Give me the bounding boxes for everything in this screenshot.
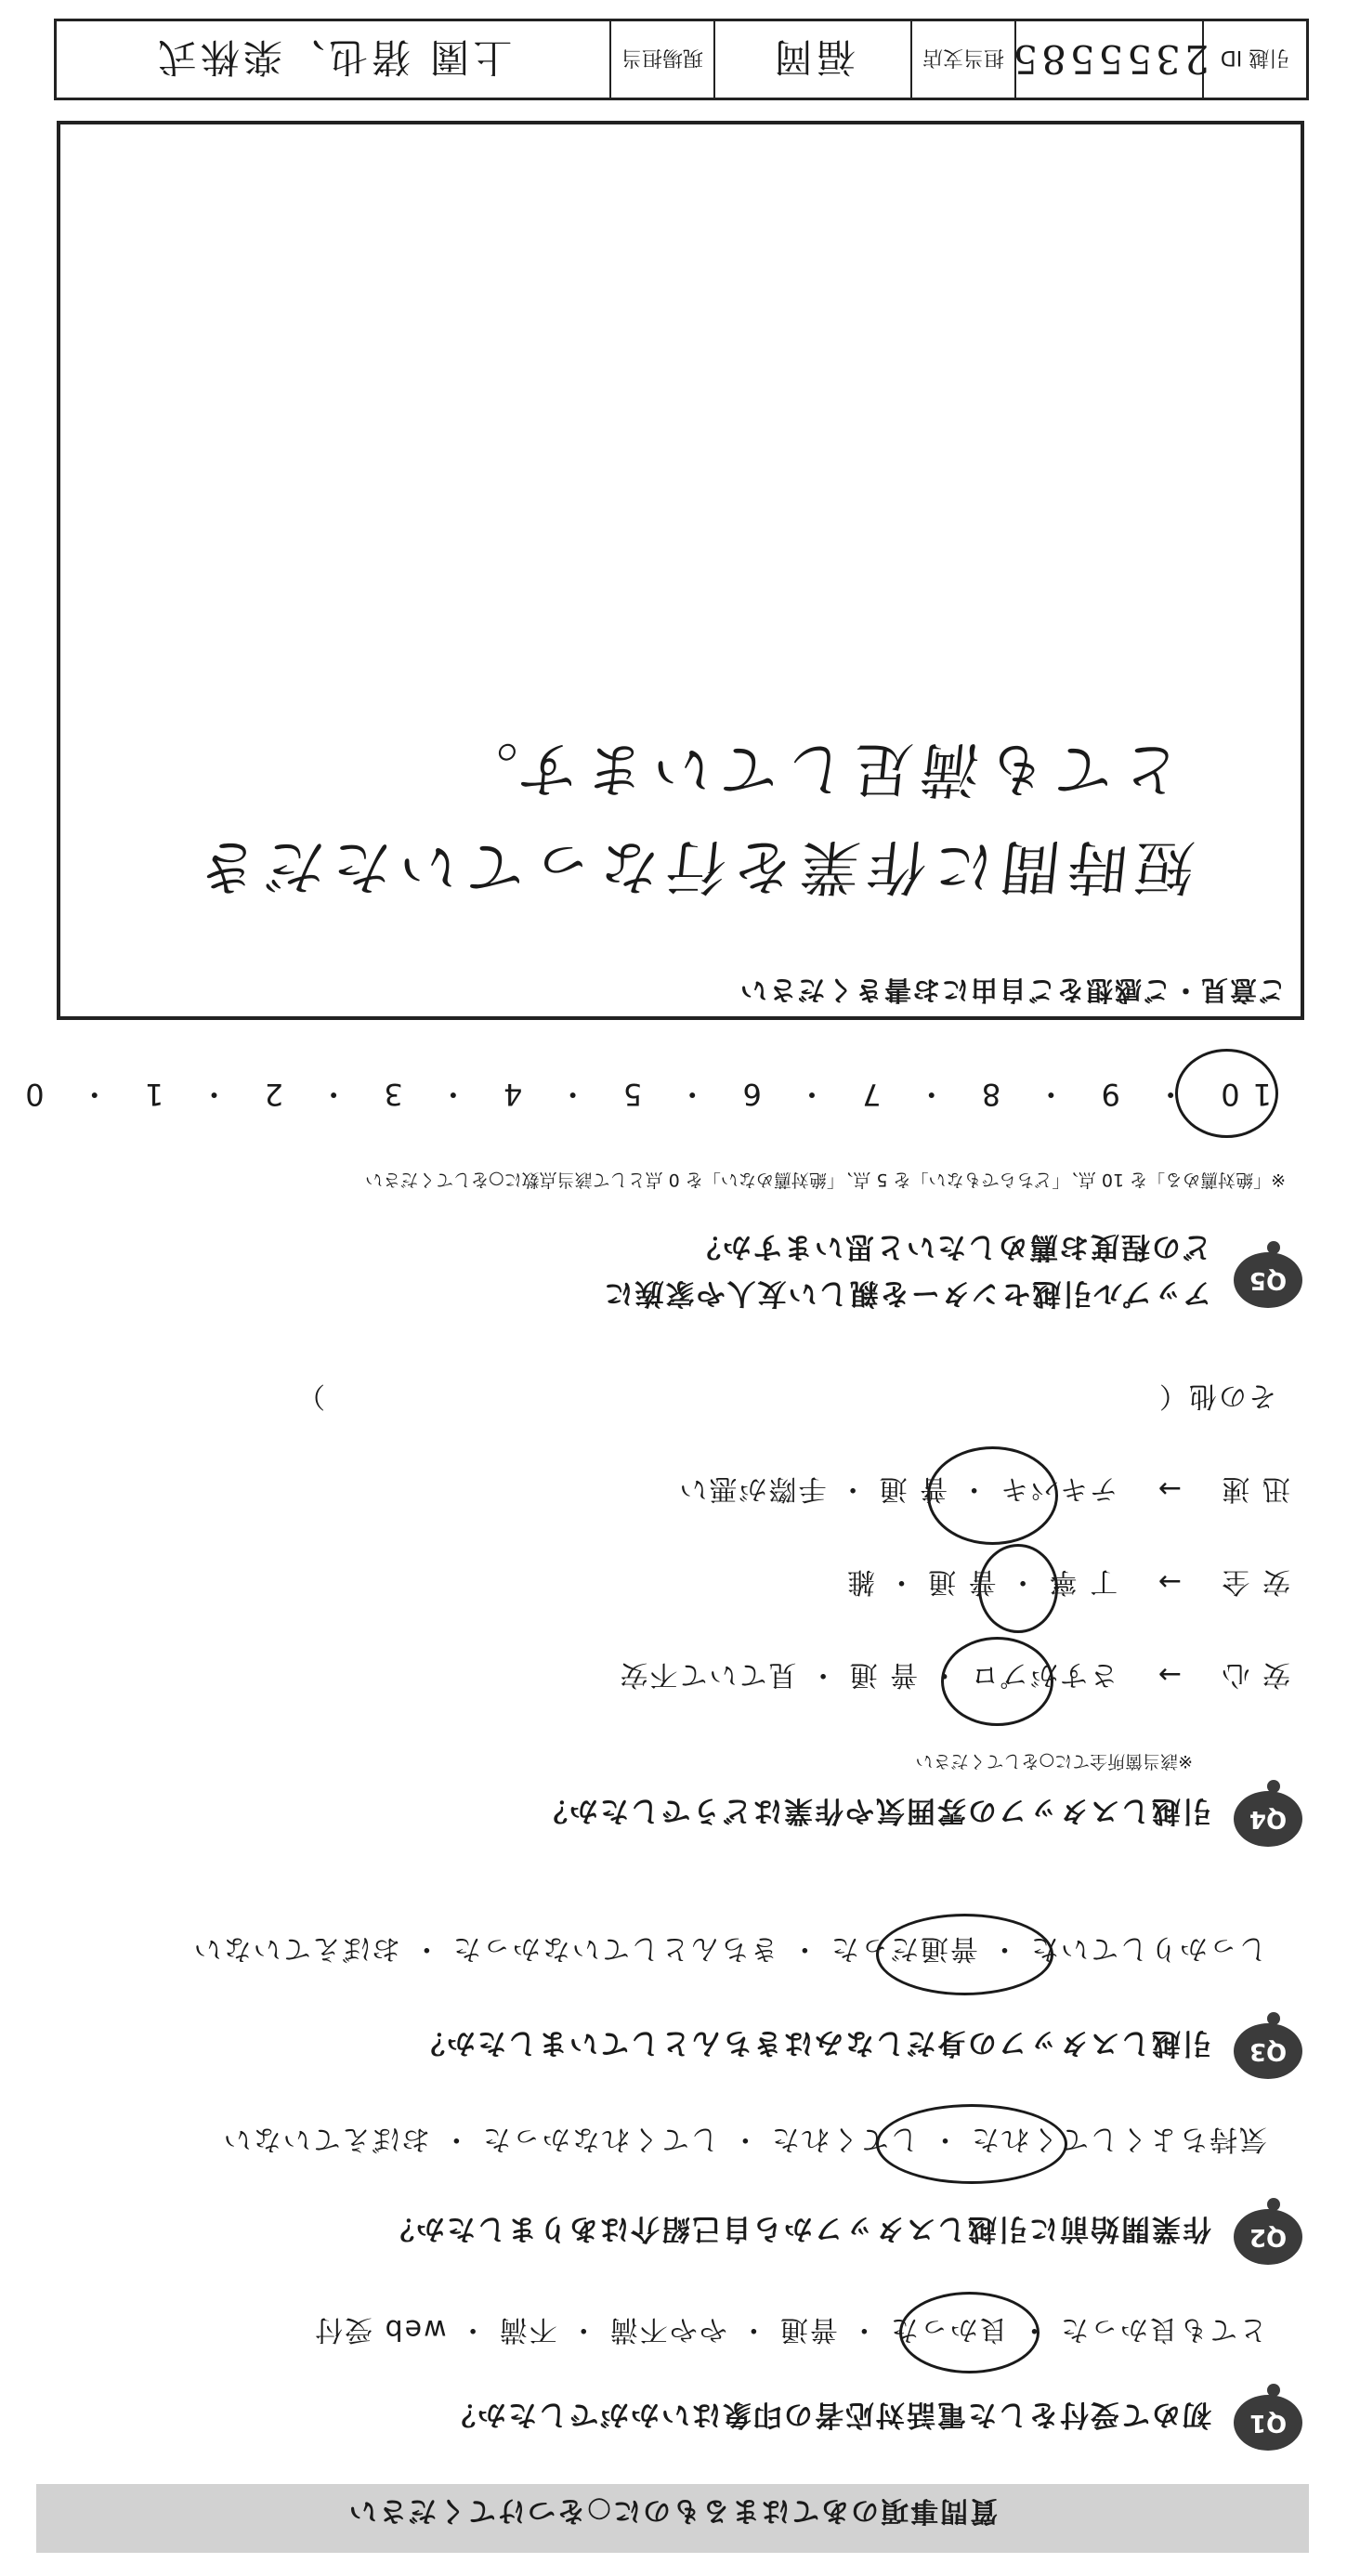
q4-note: ※該当箇所全てに○をしてください <box>915 1751 1193 1772</box>
q5-scale: 10 ・ 9 ・ 8 ・ 7 ・ 6 ・ 5 ・ 4 ・ 3 ・ 2 ・ 1 ・ 0 <box>12 1077 1272 1112</box>
q2-selected-circle <box>876 2104 1067 2184</box>
q4-anshin-selected-circle <box>941 1637 1053 1726</box>
q4-row-label: 安 全 <box>1220 1565 1290 1598</box>
arrow-icon: → <box>1156 1565 1182 1598</box>
instruction-banner <box>36 2484 1309 2553</box>
q4-anzen-selected-circle <box>978 1544 1058 1633</box>
q4-badge: Q4 <box>1234 1791 1302 1847</box>
staff-label: 現場担当 <box>609 21 713 98</box>
q5-badge: Q5 <box>1234 1252 1302 1308</box>
q2-question: 作業開始前に引越しスタッフから自己紹介はありましたか？ <box>384 2212 1211 2245</box>
q4-row-anzen <box>845 1564 1290 1605</box>
branch-label: 担当支店 <box>910 21 1014 98</box>
q3-selected-circle <box>876 1914 1053 1995</box>
q3-question: 引越しスタッフの身だしなみはきちんとしていましたか？ <box>414 2026 1211 2059</box>
q1-selected-circle <box>899 2292 1040 2373</box>
q4-other: その他（ ） <box>295 1380 1276 1412</box>
q1-options: とても良かった ・ 良かった ・ 普通 ・ やや不満 ・ 不満 ・ web 受付 <box>313 2313 1267 2346</box>
id-table <box>54 19 1309 100</box>
q5-selected-circle <box>1175 1049 1278 1138</box>
handwritten-comment-line1: 短時間に作業を行なっていただき <box>187 831 1198 900</box>
q1-badge: Q1 <box>1234 2395 1302 2451</box>
staff-value: 上園 猪也、楽株式 <box>153 34 513 80</box>
q4-row-label: 迅 速 <box>1220 1472 1290 1505</box>
q4-jinsoku-selected-circle <box>927 1446 1058 1545</box>
q4-row-options: テキパキ ・ 普 通 ・ 手際が悪い <box>677 1472 1118 1505</box>
arrow-icon: → <box>1156 1472 1182 1505</box>
q2-options: 気持ちよくしてくれた ・ してくれた ・ してくれなかった ・ おぼえていない <box>221 2123 1267 2155</box>
branch-value: 福岡 <box>713 21 910 98</box>
q4-row-options: さすがプロ ・ 普 通 ・ 見ていて不安 <box>618 1658 1118 1691</box>
move-id-value: 2355585 <box>1014 21 1202 98</box>
q4-row-options: 丁 寧 ・ 普 通 ・ 雑 <box>845 1565 1118 1598</box>
comment-box <box>57 121 1304 1020</box>
q5-question-line1: アップル引越センターを親しい友人や家族に <box>602 1276 1211 1310</box>
handwritten-comment-line2: とても満足しています。 <box>445 734 1184 803</box>
arrow-icon: → <box>1156 1658 1182 1691</box>
q5-question-line2: どの程度お薦めしたいと思いますか？ <box>690 1230 1211 1263</box>
q1-question: 初めて受付をした電話対応者の印象はいかがでしたか？ <box>445 2398 1211 2431</box>
q5-note: ※「絶対薦める」を 10 点、「どちらでもない」を 5 点、「絶対薦めない」を 0 点として該当点数に○をしてください <box>365 1170 1286 1190</box>
q3-options: しっかりしていた ・ 普通だった ・ きちんとしていなかった ・ おぼえていない <box>191 1932 1267 1965</box>
move-id-label: 引越 ID <box>1202 21 1306 98</box>
q2-badge: Q2 <box>1234 2209 1302 2265</box>
q4-question: 引越しスタッフの雰囲気や作業はどうでしたか？ <box>537 1794 1211 1827</box>
q3-badge: Q3 <box>1234 2023 1302 2079</box>
comment-label: ご意見・ご感想をご自由にお書きください <box>738 974 1286 1006</box>
instruction-text: 質問事項のあてはまるものに○をつけてください <box>347 2494 999 2527</box>
q4-row-label: 安 心 <box>1220 1658 1290 1691</box>
